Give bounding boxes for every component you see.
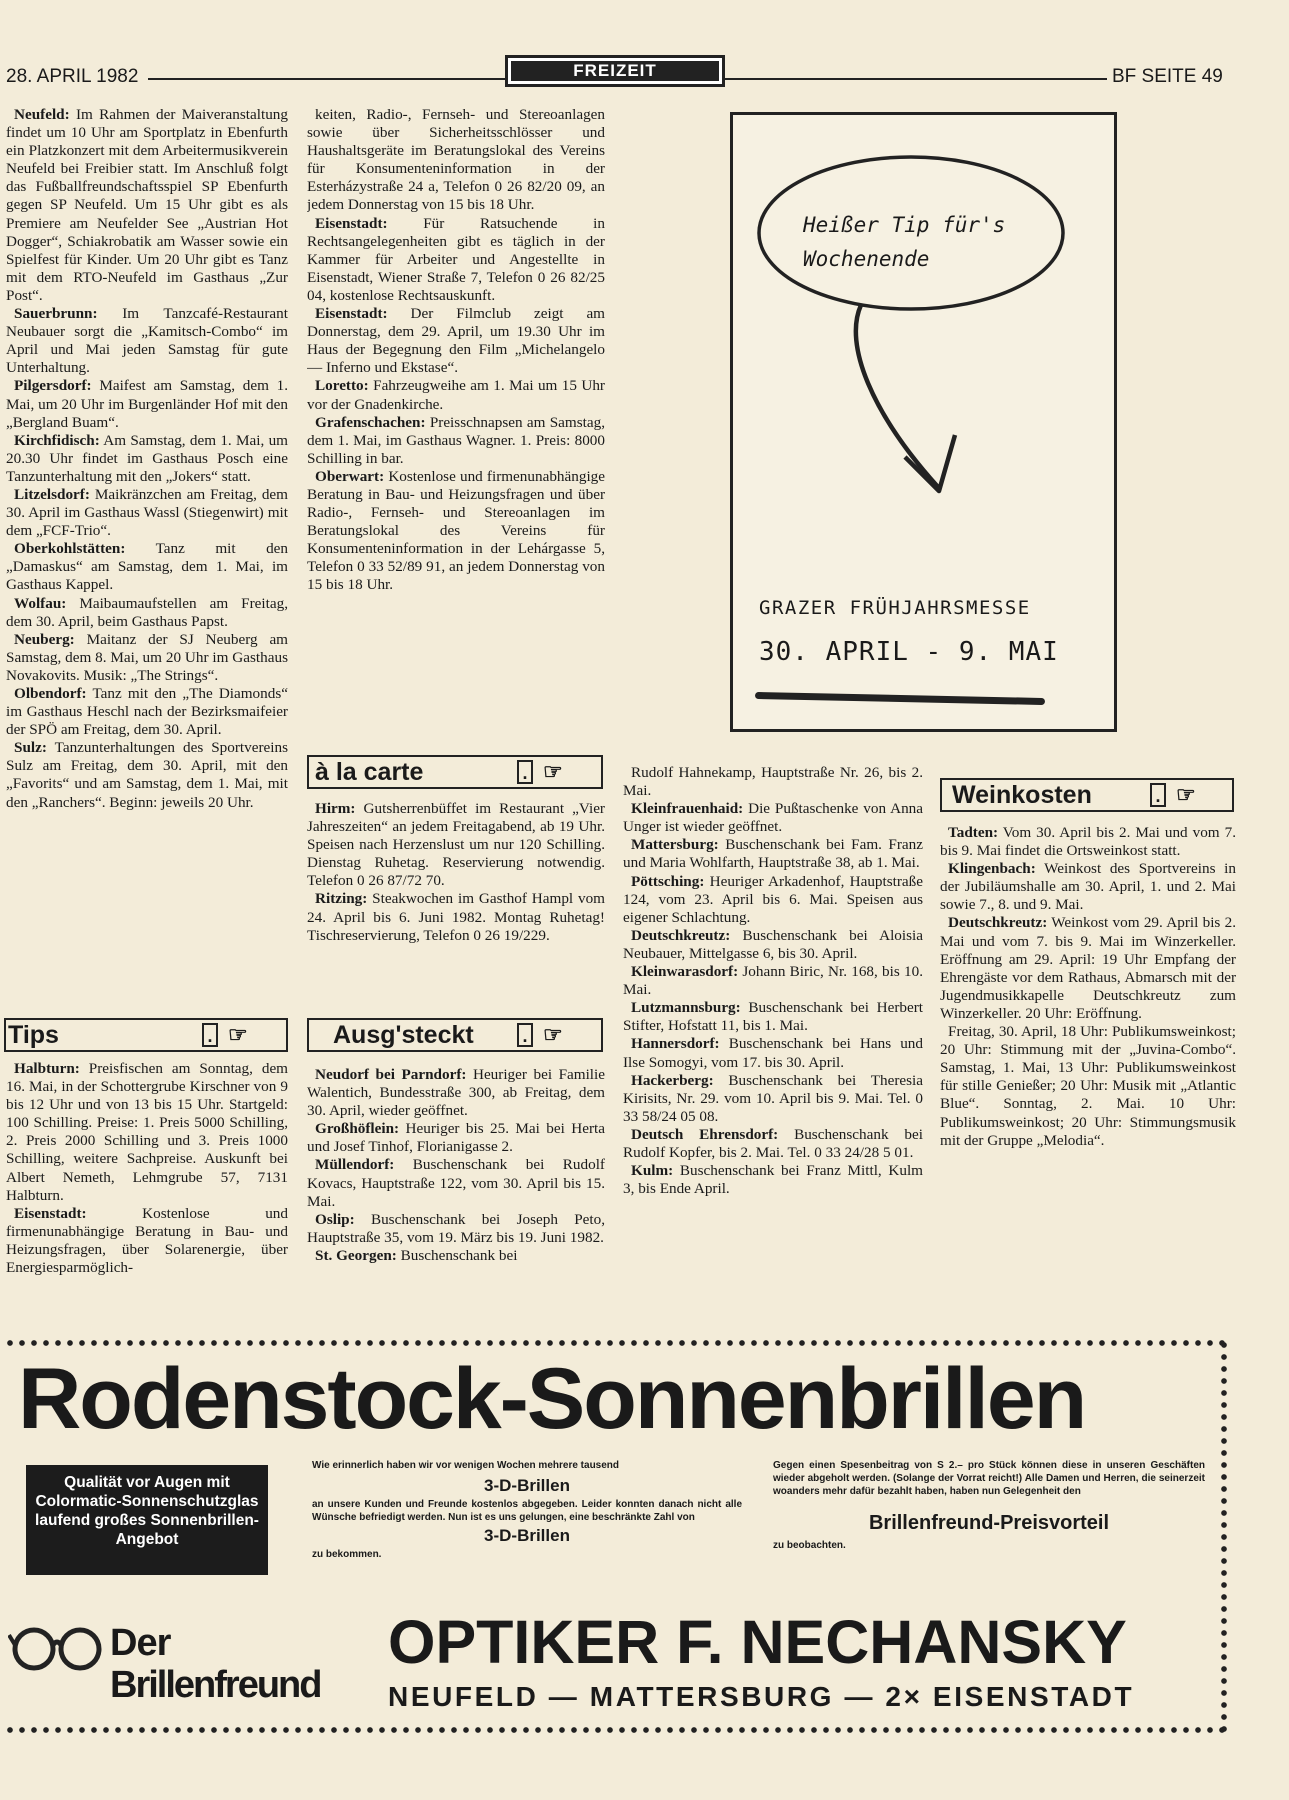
entry-text: Im Rahmen der Maiveranstaltung findet um 10 Uhr am Sportplatz in Ebenfurth ein Platzkonzert mit dem Arbeitermusikverein Neufeld bei Freibier statt. Im Anschluß folgt das Fußballfreundschaftsspiel SP Ebenfurth gegen SP Neufeld. Um 15 Uhr gibt es als Premiere am Neufelder See „Austrian Hot Dogger“, Schiakrobatik am Wasser sowie ein Spielfest für Kinder. Um 20 Uhr gibt es Tanz mit dem RTO-Neufeld im Gasthaus „Zur Post“. (6, 106, 288, 304)
entry-text: Buschenschank bei Herbert Stifter, Hofstatt 11, bis 1. Mai. (623, 999, 923, 1035)
entry-text: Rudolf Hahnekamp, Hauptstraße Nr. 26, bis 2. Mai. (623, 764, 923, 800)
entry-location: Mattersburg: (631, 836, 719, 854)
right-heading: Brillenfreund-Preisvorteil (868, 1512, 1110, 1534)
entry-text: Buschenschank bei Joseph Peto, Hauptstraße 35, vom 19. März bis 19. Juni 1982. (307, 1210, 605, 1246)
entry-location: Oberkohlstätten: (14, 540, 126, 558)
entry-text: Die Pußtaschenke von Anna Unger ist wieder geöffnet. (623, 800, 923, 836)
article-entry (307, 890, 605, 944)
period-box-icon: . (1150, 783, 1166, 807)
article-entry (307, 1120, 605, 1156)
entry-text: Gutsherrenbüffet im Restaurant „Vier Jahreszeiten“ an jedem Freitagabend, ab 19 Uhr. Speisen nach Herzenslust um nur 120 Schilling. Dienstag Ruhetag. Reservierung notwendig. Telefon 0 26 87/72 70. (307, 800, 605, 890)
article-entry (307, 1211, 605, 1247)
article-entry (307, 106, 605, 215)
entry-location: Oslip: (315, 1210, 355, 1228)
entry-location: Hirm: (315, 800, 356, 817)
issue-date: 28. APRIL 1982 (6, 66, 139, 87)
speech-bubble-arrow (733, 115, 1114, 505)
article-entry (307, 1247, 605, 1265)
optiker-name: OPTIKER F. NECHANSKY (388, 1608, 1127, 1676)
pointing-hand-icon: ☞ (543, 759, 563, 784)
mid-text-1: Wie erinnerlich haben wir vor wenigen Wochen mehrere tausend (312, 1460, 620, 1471)
event-dates: 30. APRIL - 9. MAI (759, 637, 1059, 667)
weekend-tip-box (730, 112, 1117, 732)
article-entry (6, 685, 288, 739)
article-entry (307, 1156, 605, 1210)
entry-location: Olbendorf: (14, 685, 87, 702)
entry-text: Preisfischen am Sonntag, dem 16. Mai, in der Schottergrube Kirschner von 9 bis 12 Uhr und von 13 bis 15 Uhr. Startgeld: 100 Schilling. Preise: 1. Preis 5000 Schilling, 2. Preis 2000 Schilling und 3. Preis 1000 Schilling, weitere Sachpreise. Auskunft bei Albert Nemeth, Lehmgrube 57, 7131 Halbturn. (6, 1060, 288, 1204)
entry-location: Neudorf bei Parndorf: (315, 1066, 467, 1083)
entry-location: Sauerbrunn: (14, 305, 98, 323)
right-text-1: Gegen einen Spesenbeitrag von S 2.– pro Stück können diese in unseren Geschäften wieder abgeholt werden. (Solange der Vorrat reicht!) Alle Damen und Herren, die seinerzeit woanders mehr dafür bezahlt haben, haben nun Gelegenheit den (773, 1460, 1205, 1497)
section-header-ausgsteckt (307, 1018, 603, 1052)
article-entry (6, 377, 288, 431)
entry-location: Pilgersdorf: (14, 377, 92, 395)
entry-text: Buschenschank bei Rudolf Kopfer, bis 2. Mai. Tel. 0 33 24/28 5 01. (623, 1125, 923, 1161)
entry-location: Pöttsching: (631, 872, 705, 890)
entry-text: Am Samstag, dem 1. Mai, um 20.30 Uhr findet im Gasthaus Posch eine Tanzunterhaltung mit den „Jokers“ statt. (6, 431, 288, 485)
underline-stroke (755, 692, 1045, 705)
entry-location: Neuberg: (14, 630, 75, 648)
entry-location: Tadten: (948, 824, 999, 841)
rodenstock-advertisement (0, 1333, 1289, 1733)
mid-heading-1: 3-D-Brillen (484, 1476, 570, 1495)
entry-text: Johann Biric, Nr. 168, bis 10. Mai. (623, 963, 923, 999)
article-entry (6, 432, 288, 486)
section-title-ausgsteckt: Ausg'steckt (333, 1021, 474, 1049)
bubble-text: Heißer Tip für's Wochenende (803, 213, 1006, 271)
logo-brillenfreund: Brillenfreund (110, 1664, 321, 1706)
entry-text: Tanzunterhaltungen des Sportvereins Sulz am Freitag, dem 30. April, mit den „Favorits“ und am Samstag, dem 1. Mai, mit den „Ranchers“. Beginn: jeweils 20 Uhr. (6, 739, 288, 811)
promo-box-text: Qualität vor Augen mit Colormatic-Sonnenschutzglas laufend großes Sonnenbrillen-Angebot (35, 1474, 259, 1548)
entry-location: Grafenschachen: (315, 413, 426, 431)
entry-text: Freitag, 30. April, 18 Uhr: Publikumsweinkost; 20 Uhr: Stimmung mit der „Juvina-Combo“. Samstag, 1. Mai, 13 Uhr: Publikumsweinkost für stille Genießer; 20 Uhr: Musik mit „Atlantic Blue“. Sonntag, 2. Mai. 10 Uhr: Publikumsweinkost; 20 Uhr: Stimmungsmusik mit der Gruppe „Melodia“. (940, 1023, 1236, 1149)
article-entry (623, 963, 923, 999)
dotted-border-bottom (4, 1726, 1226, 1734)
period-box-icon: . (517, 760, 533, 784)
column-events-1 (6, 106, 288, 1000)
entry-location: Halbturn: (14, 1060, 80, 1077)
entry-location: Kleinwarasdorf: (631, 963, 739, 981)
entry-text: Kostenlose und firmenunabhängige Beratung in Bau- und Heizungsfragen und über Radio-, Fernseh- und Stereoanlagen im Beratungslokal des Vereins für Konsumenteninformation in der Lehárgasse 5, Telefon 0 33 52/89 91, an jedem Donnerstag von 15 bis 18 Uhr. (307, 467, 605, 594)
entry-location: Neufeld: (14, 106, 70, 123)
article-entry (307, 305, 605, 377)
entries (6, 1060, 288, 1277)
entry-text: Der Filmclub zeigt am Donnerstag, dem 29. April, um 19.30 Uhr im Haus der Begegnung den Film „Michelangelo — Inferno und Ekstase“. (307, 305, 605, 377)
entries (623, 764, 923, 1198)
entry-location: Ritzing: (315, 890, 368, 908)
entry-text: Weinkost des Sportvereins in der Jubiläumshalle am 30. April, 1. und 2. Mai sowie 7., 8. und 9. Mai. (940, 860, 1236, 914)
entry-text: Buschenschank bei Rudolf Kovacs, Hauptstraße 122, vom 30. April bis 15. Mai. (307, 1156, 605, 1210)
entry-text: Vom 30. April bis 2. Mai und vom 7. bis 9. Mai findet die Ortsweinkost statt. (940, 824, 1236, 860)
header-rule-left (148, 78, 505, 80)
article-entry (307, 468, 605, 595)
entry-location: Deutschkreutz: (948, 914, 1048, 932)
column-ausgsteckt (307, 1066, 605, 1318)
entries (307, 800, 605, 945)
promo-box (26, 1465, 268, 1575)
entry-location: Eisenstadt: (14, 1204, 87, 1222)
article-entry (6, 486, 288, 540)
article-entry (940, 914, 1236, 1023)
entry-location: Loretto: (315, 377, 369, 395)
right-text-2: zu beobachten. (773, 1540, 846, 1551)
article-entry (623, 999, 923, 1035)
entry-location: Müllendorf: (315, 1156, 395, 1174)
article-entry (623, 764, 923, 800)
article-entry (6, 1060, 288, 1205)
entry-location: Oberwart: (315, 467, 385, 485)
entry-text: Heuriger bis 25. Mai bei Herta und Josef Tinhof, Florianigasse 2. (307, 1120, 605, 1156)
pointing-hand-icon: ☞ (228, 1022, 248, 1047)
entry-location: Klingenbach: (948, 860, 1036, 878)
article-entry (6, 106, 288, 305)
article-entry (6, 595, 288, 631)
column-buschenschank (623, 764, 923, 1318)
section-header-tips (4, 1018, 288, 1052)
entry-location: Hackerberg: (631, 1071, 714, 1089)
article-entry (940, 860, 1236, 914)
ad-headline: Rodenstock-Sonnenbrillen (18, 1351, 1086, 1447)
entry-text: Maifest am Samstag, dem 1. Mai, um 20 Uhr im Burgenländer Hof mit den „Bergland Buam“. (6, 377, 288, 431)
section-title-tips: Tips (8, 1021, 59, 1049)
period-box-icon: . (517, 1023, 533, 1047)
entry-text: Preisschnapsen am Samstag, dem 1. Mai, im Gasthaus Wagner. 1. Preis: 8000 Schilling in bar. (307, 413, 605, 467)
dotted-border-top (4, 1339, 1226, 1347)
entry-location: St. Georgen: (315, 1246, 397, 1264)
entry-text: Tanz mit den „Damaskus“ am Samstag, dem 1. Mai, im Gasthaus Kappel. (6, 540, 288, 594)
entry-location: Deutschkreutz: (631, 926, 731, 944)
article-entry (940, 824, 1236, 860)
entry-text: Buschenschank bei Fam. Franz und Maria Wohlfarth, Hauptstraße 38, ab 1. Mai. (623, 836, 923, 872)
section-header-weinkosten (940, 778, 1234, 812)
arrow-shaft (856, 305, 938, 487)
article-entry (307, 215, 605, 305)
article-entry (623, 836, 923, 872)
article-entry (6, 631, 288, 685)
article-entry (307, 414, 605, 468)
article-entry (623, 1072, 923, 1126)
mid-text-2: an unsere Kunden und Freunde kostenlos abgegeben. Leider konnten danach nicht alle Wünsche befriedigt werden. Nun ist es uns gelungen, eine beschränkte Zahl von (312, 1499, 742, 1523)
entry-text: Im Tanzcafé-Restaurant Neubauer sorgt die „Kamitsch-Combo“ im April und Mai jeden Samstag für gute Unterhaltung. (6, 305, 288, 377)
entry-text: Buschenschank bei (396, 1246, 518, 1264)
entries (307, 1066, 605, 1265)
event-name: GRAZER FRÜHJAHRSMESSE (759, 597, 1031, 619)
entry-text: keiten, Radio-, Fernseh- und Stereoanlagen sowie über Sicherheitsschlösser und Haushaltsgeräte im Beratungslokal des Vereins für Konsumenteninformation in der Esterházystraße 24 a, Telefon 0 26 82/20 09, an jedem Donnerstag von 15 bis 18 Uhr. (307, 106, 605, 214)
entry-text: Steakwochen im Gasthof Hampl vom 24. April bis 6. Juni 1982. Montag Ruhetag! Tischreservierung, Telefon 0 26 19/229. (307, 890, 605, 944)
article-entry (623, 873, 923, 927)
column-alacarte (307, 800, 605, 1012)
article-entry (6, 540, 288, 594)
entry-text: Heuriger Arkadenhof, Hauptstraße 124, vom 23. April bis 6. Mai. Speisen aus eigener Schlachtung. (623, 872, 923, 926)
entry-location: Kulm: (631, 1162, 674, 1180)
entries (6, 106, 288, 812)
arrow-head (905, 435, 955, 491)
entry-location: Wolfau: (14, 594, 67, 612)
section-rubric-label: FREIZEIT (511, 61, 719, 81)
pointing-hand-icon: ☞ (543, 1022, 563, 1047)
section-title-weinkosten: Weinkosten (952, 781, 1092, 809)
entry-location: Eisenstadt: (315, 214, 388, 232)
entries (940, 824, 1236, 1150)
entry-text: Buschenschank bei Franz Mittl, Kulm 3, bis Ende April. (623, 1162, 923, 1198)
entry-text: Maibaumaufstellen am Freitag, dem 30. April, beim Gasthaus Papst. (6, 594, 288, 630)
ad-middle-text (312, 1459, 742, 1561)
section-rubric (505, 55, 725, 87)
article-entry (623, 800, 923, 836)
article-entry (6, 305, 288, 377)
article-entry (623, 1162, 923, 1198)
entry-text: Maitanz der SJ Neuberg am Samstag, dem 8. Mai, um 20 Uhr im Gasthaus Novakovits. Musik: „The Strings“. (6, 630, 288, 684)
article-entry (6, 1205, 288, 1277)
page-number: BF SEITE 49 (1112, 66, 1223, 87)
entry-location: Eisenstadt: (315, 305, 388, 323)
entry-location: Kleinfrauenhaid: (631, 800, 744, 818)
glasses-logo-icon (8, 1623, 108, 1679)
article-entry (6, 739, 288, 811)
entry-text: Weinkost vom 29. April bis 2. Mai und vom 7. bis 9. Mai im Winzerkeller. Eröffnung am 29. April: 19 Uhr Empfang der Ehrengäste vor dem Rathaus, Abmarsch mit der Jugendmusikkapelle Deutschkreutz zum Winzerkeller. 20 Uhr: Eröffnung. (940, 914, 1236, 1022)
entry-text: Buschenschank bei Theresia Kirisits, Nr. 29. vom 10. April bis 9. Mai. Tel. 0 33 58/24 05 08. (623, 1071, 923, 1125)
article-entry (623, 1035, 923, 1071)
entry-text: Tanz mit den „The Diamonds“ im Gasthaus Heschl nach der Bezirksmaifeier der SPÖ am Freitag, dem 30. April. (6, 685, 288, 739)
section-title-alacarte: à la carte (315, 758, 424, 786)
column-tips (6, 1060, 288, 1318)
entry-location: Litzelsdorf: (14, 485, 90, 503)
pointing-hand-icon: ☞ (1176, 782, 1196, 807)
article-entry (623, 927, 923, 963)
section-header-alacarte (307, 755, 603, 789)
entry-location: Lutzmannsburg: (631, 999, 741, 1017)
entry-location: Kirchfidisch: (14, 431, 100, 449)
article-entry (940, 1023, 1236, 1150)
period-box-icon: . (202, 1023, 218, 1047)
article-entry (307, 377, 605, 413)
mid-text-3: zu bekommen. (312, 1549, 382, 1560)
column-events-2 (307, 106, 605, 736)
column-weinkosten (940, 824, 1236, 1318)
entry-location: Großhöflein: (315, 1120, 400, 1138)
entry-location: Hannersdorf: (631, 1035, 720, 1053)
mid-heading-2: 3-D-Brillen (484, 1526, 570, 1545)
dotted-border-right (1220, 1339, 1228, 1734)
header-rule-right (725, 78, 1107, 80)
entry-text: Buschenschank bei Hans und Ilse Somogyi, vom 17. bis 30. April. (623, 1035, 923, 1071)
entries (307, 106, 605, 595)
ad-right-text (773, 1459, 1205, 1552)
entry-text: Für Ratsuchende in Rechtsangelegenheiten gibt es täglich in der Kammer für Arbeiter und Angestellte in Eisenstadt, Wiener Straße 7, Telefon 0 26 82/25 04, kostenlose Rechtsauskunft. (307, 214, 605, 304)
article-entry (307, 1066, 605, 1120)
article-entry (307, 800, 605, 890)
logo-der: Der (110, 1622, 171, 1664)
entry-text: Heuriger bei Familie Walentich, Bundesstraße 300, ab Freitag, dem 30. April, wieder geöffnet. (307, 1066, 605, 1120)
article-entry (623, 1126, 923, 1162)
optiker-locations: NEUFELD — MATTERSBURG — 2× EISENSTADT (388, 1681, 1135, 1712)
entry-text: Kostenlose und firmenunabhängige Beratung in Bau- und Heizungsfragen, über Solarenergie, über Energiesparmöglich- (6, 1204, 288, 1277)
entry-location: Sulz: (14, 739, 47, 757)
entry-text: Maikränzchen am Freitag, dem 30. April im Gasthaus Wassl (Stiegenwirt) mit dem „FCF-Trio“. (6, 485, 288, 540)
entry-text: Buschenschank bei Aloisia Neubauer, Mittelgasse 6, bis 30. April. (623, 926, 923, 962)
entry-text: Fahrzeugweihe am 1. Mai um 15 Uhr vor der Gnadenkirche. (307, 377, 605, 413)
entry-location: Deutsch Ehrensdorf: (631, 1125, 779, 1143)
